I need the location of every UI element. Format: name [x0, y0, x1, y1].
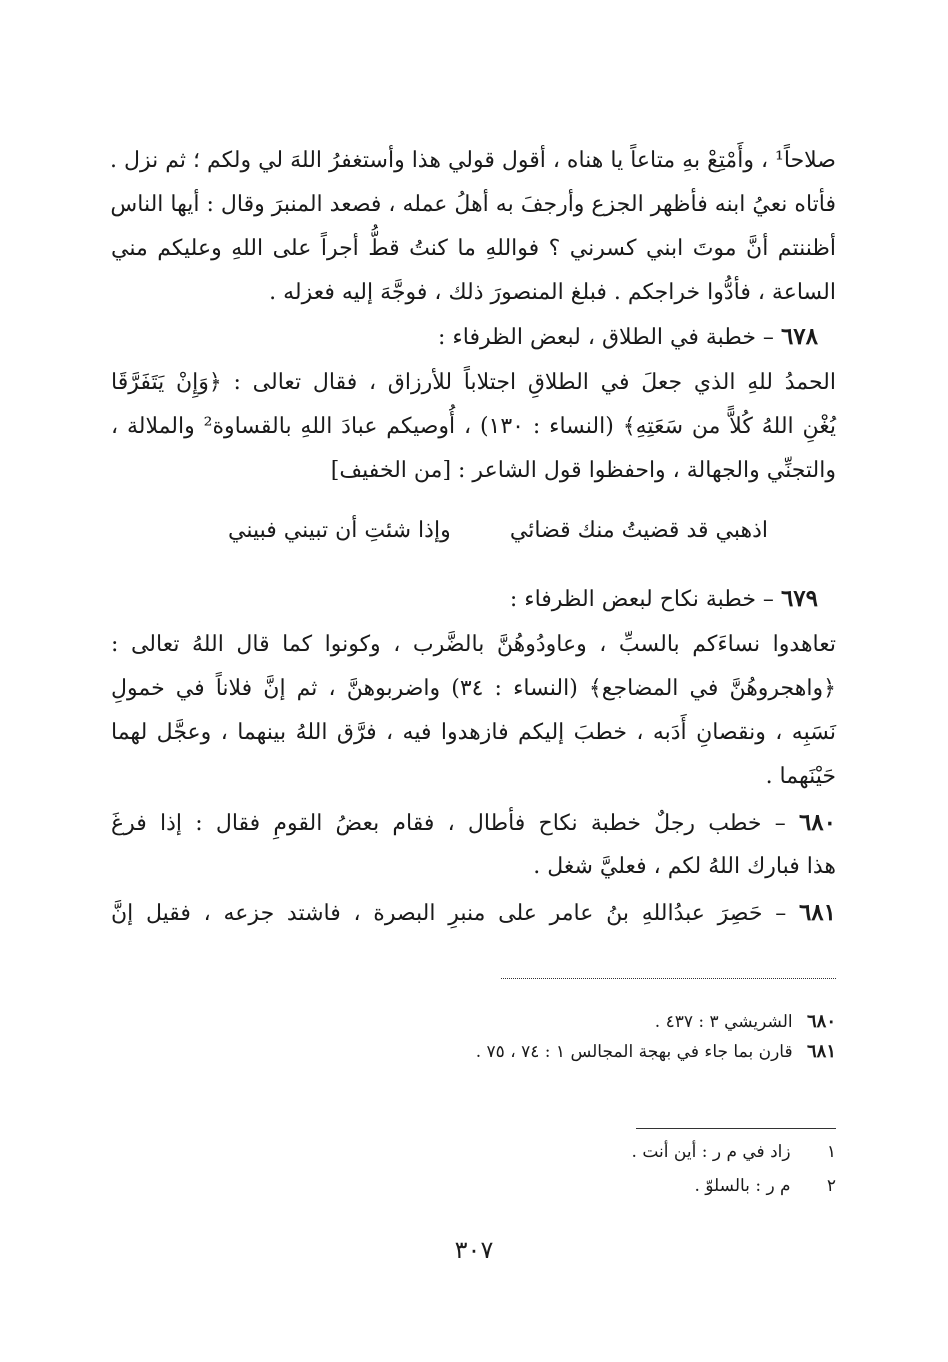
section-681-line: [111, 898, 836, 929]
section-number: ٦٧٨: [780, 323, 818, 350]
section-number: ٦٧٩: [780, 585, 818, 612]
source-entry: [476, 1040, 836, 1064]
body-line: هذا فبارك اللهُ لكم ، فعليَّ شغل .: [533, 854, 836, 879]
footnote-number: ٢: [826, 1176, 836, 1196]
body-line: صلاحاً¹ ، وأَمْتِعْ بهِ متاعاً يا هناه ، أقول قولي هذا وأستغفرُ اللهَ لي ولكم ؛ ثم نزل .: [110, 148, 836, 173]
section-number: ٦٨١: [798, 899, 836, 926]
body-line: أظننتم أنَّ موتَ ابني كسرني ؟ فواللهِ ما كنتُ قطُّ أجراً على اللهِ وعليكم مني: [111, 236, 836, 261]
source-number: ٦٨١: [806, 1041, 836, 1062]
section-heading-679: [510, 584, 818, 615]
body-line: الحمدُ للهِ الذي جعلَ في الطلاقِ اجتلاباً للأرزاق ، فقال تعالى : ﴿وَإِنْ يَتَفَرَّقَا: [111, 370, 836, 395]
footnote: [694, 1174, 836, 1198]
source-text: الشريشي ٣ : ٤٣٧ .: [654, 1012, 793, 1032]
body-line: نَسَبِه ، ونقصانِ أَدَبه ، خطبَ إليكم فازهدوا فيه ، فرَّق اللهُ بينهما ، وعجَّل لهما: [111, 720, 836, 745]
body-line: تعاهدوا نساءَكم بالسبِّ ، وعاودُوهُنَّ بالضَّرب ، وكونوا كما قال اللهُ تعالى :: [111, 632, 836, 657]
body-line: الساعة ، فأدُّوا خراجكم . فبلغ المنصورَ ذلك ، فوجَّهَ إليه فعزله .: [269, 280, 836, 305]
section-text: – خطب رجلٌ خطبة نكاح فأطال ، فقام بعضُ القومِ فقال : إذا فرغَ: [111, 811, 786, 836]
verse-second-hemistich: وإذا شئتِ أن تبيني فبيني: [228, 518, 451, 543]
section-number: ٦٨٠: [798, 809, 836, 836]
verse-first-hemistich: اذهبي قد قضيتُ منك قضائي: [509, 518, 768, 543]
section-680-line: [111, 808, 836, 839]
footnote-number: ١: [826, 1142, 836, 1162]
section-heading-678: [438, 322, 818, 353]
body-line: فأتاه نعيُ ابنه فأظهر الجزع وأرجفَ به أهلُ عمله ، فصعد المنبرَ وقال : أيها الناس: [110, 192, 836, 217]
section-title: – خطبة نكاح لبعض الظرفاء :: [509, 587, 774, 612]
source-number: ٦٨٠: [806, 1011, 836, 1032]
footnote-text: زاد في م ر : أين أنت .: [631, 1142, 791, 1162]
body-line: والتجنِّي والجهالة ، واحفظوا قول الشاعر : [من الخفيف]: [330, 458, 836, 483]
section-text: – حَصِرَ عبدُاللهِ بنُ عامر على منبرِ البصرة ، فاشتد جزعه ، فقيل إنَّ: [111, 901, 787, 926]
footnotes-divider: [636, 1128, 836, 1129]
source-entry: [655, 1010, 836, 1034]
sources-divider: [501, 978, 836, 979]
body-line: حَيْنَهما .: [765, 764, 836, 789]
body-line: ﴿واهجروهُنَّ في المضاجع﴾ (النساء : ٣٤) واضربوهنَّ ، ثم إنَّ فلاناً في خمولِ: [111, 676, 836, 701]
footnote: [632, 1140, 836, 1164]
page-number: ٣٠٧: [454, 1236, 494, 1264]
section-title: – خطبة في الطلاق ، لبعض الظرفاء :: [438, 325, 774, 350]
footnote-text: م ر : بالسلوّ .: [694, 1176, 791, 1196]
body-line: يُغْنِ اللهُ كُلاًّ من سَعَتِهِ﴾ (النساء : ١٣٠) ، أُوصيكم عبادَ اللهِ بالقساوة² والملالة ،: [111, 414, 836, 439]
source-text: قارن بما جاء في بهجة المجالس ١ : ٧٤ ، ٧٥ .: [475, 1042, 793, 1062]
